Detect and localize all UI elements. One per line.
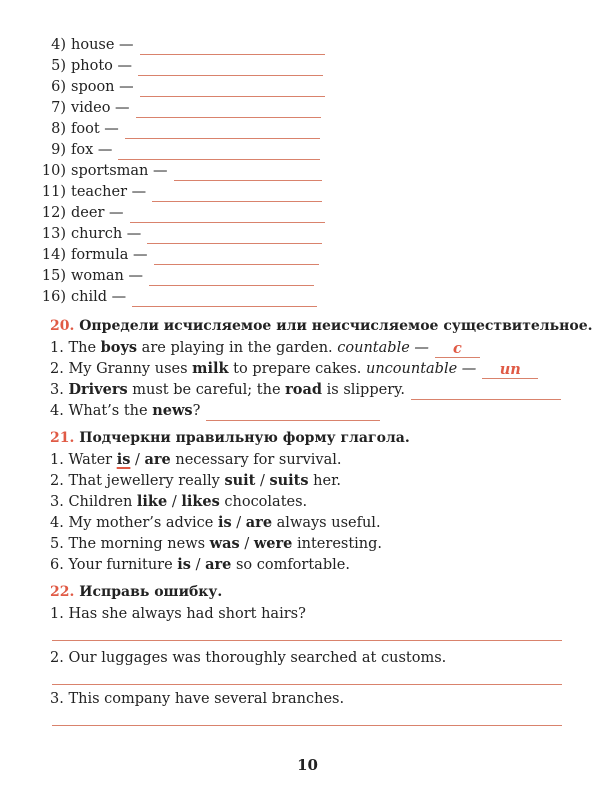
verb-option[interactable]: was — [209, 535, 240, 552]
list-item: 13) church — — [40, 224, 322, 244]
verb-option[interactable]: is — [116, 451, 131, 468]
word: child — — [71, 289, 127, 305]
answer-line[interactable] — [174, 164, 322, 181]
error-sentence: 3. This company have several branches. — [50, 691, 345, 707]
answer-line[interactable] — [140, 80, 325, 97]
answer-line[interactable] — [152, 185, 322, 202]
list-item: 9) fox — — [40, 140, 320, 160]
word: fox — — [71, 142, 113, 158]
answer-line[interactable] — [154, 248, 319, 265]
exercise-number: 21. — [50, 430, 75, 446]
exercise-21-heading — [50, 428, 410, 448]
exercise-title: Определи исчисляемое или неисчисляемое существительное. — [79, 318, 593, 334]
verb-choice-item: 5. The morning news was / were interesting. — [50, 535, 383, 552]
answer-line[interactable] — [130, 206, 325, 223]
page-number: 10 — [297, 756, 318, 774]
answer-line[interactable] — [149, 269, 314, 286]
word: teacher — — [71, 184, 147, 200]
exercise-title: Подчеркни правильную форму глагола. — [79, 430, 410, 446]
word: spoon — — [71, 79, 134, 95]
exercise-22-heading — [50, 582, 222, 602]
error-sentence: 2. Our luggages was thoroughly searched at customs. — [50, 650, 447, 666]
word: church — — [71, 226, 142, 242]
list-item: 16) child — — [40, 287, 317, 307]
exercise-title: Исправь ошибку. — [79, 584, 223, 600]
verb-option[interactable]: are — [205, 556, 232, 573]
word: foot — — [71, 121, 119, 137]
word: photo — — [71, 58, 133, 74]
answer-line[interactable] — [138, 59, 323, 76]
exercise-number: 22. — [50, 584, 75, 600]
verb-choice-item: 4. My mother’s advice is / are always useful. — [50, 514, 381, 531]
word: house — — [71, 37, 134, 53]
list-item: 14) formula — — [40, 245, 319, 265]
word: video — — [71, 100, 130, 116]
list-item: 4) house — — [40, 35, 325, 55]
verb-option[interactable]: are — [144, 451, 171, 468]
answer-line[interactable] — [125, 122, 320, 139]
verb-option[interactable]: like — [136, 493, 168, 510]
list-item: 15) woman — — [40, 266, 314, 286]
verb-choice-item: 3. Children like / likes chocolates. — [50, 493, 308, 510]
word: deer — — [71, 205, 124, 221]
word: woman — — [71, 268, 143, 284]
answer-line[interactable] — [118, 143, 320, 160]
correction-line[interactable] — [52, 725, 562, 726]
list-item: 10) sportsman — — [40, 161, 322, 181]
answer-line[interactable] — [206, 404, 380, 421]
sentence-1: 1. The boys are playing in the garden. countable — c — [50, 338, 480, 358]
sentence-2: 2. My Granny uses milk to prepare cakes. uncountable — un — [50, 359, 538, 379]
list-item: 8) foot — — [40, 119, 320, 139]
list-item: 7) video — — [40, 98, 321, 118]
word: sportsman — — [71, 163, 168, 179]
answer-line[interactable] — [147, 227, 322, 244]
error-sentence: 1. Has she always had short hairs? — [50, 606, 306, 622]
verb-option[interactable]: suits — [269, 472, 309, 489]
verb-choice-item: 1. Water is / are necessary for survival. — [50, 451, 342, 468]
handwritten-answer: un — [499, 361, 521, 378]
list-item: 6) spoon — — [40, 77, 325, 97]
word: formula — — [71, 247, 148, 263]
answer-line[interactable] — [140, 38, 325, 55]
list-item: 11) teacher — — [40, 182, 322, 202]
verb-choice-item: 6. Your furniture is / are so comfortable. — [50, 556, 350, 573]
list-item: 12) deer — — [40, 203, 325, 223]
exercise-20-heading — [50, 316, 593, 336]
correction-line[interactable] — [52, 684, 562, 685]
verb-option[interactable]: were — [253, 535, 293, 552]
verb-option[interactable]: is — [177, 556, 191, 573]
sentence-3: 3. Drivers must be careful; the road is slippery. — [50, 380, 561, 400]
verb-option[interactable]: suit — [224, 472, 256, 489]
answer-line[interactable] — [136, 101, 321, 118]
exercise-number: 20. — [50, 318, 75, 334]
handwritten-answer: c — [452, 340, 462, 357]
sentence-4: 4. What’s the news ? — [50, 401, 380, 421]
answer-field[interactable] — [435, 339, 480, 358]
answer-line[interactable] — [132, 290, 317, 307]
list-item: 5) photo — — [40, 56, 323, 76]
answer-line[interactable] — [411, 383, 561, 400]
answer-field[interactable] — [482, 360, 538, 379]
correction-line[interactable] — [52, 640, 562, 641]
verb-option[interactable]: are — [245, 514, 273, 531]
verb-option[interactable]: likes — [181, 493, 220, 510]
verb-choice-item: 2. That jewellery really suit / suits her. — [50, 472, 342, 489]
verb-option[interactable]: is — [218, 514, 232, 531]
